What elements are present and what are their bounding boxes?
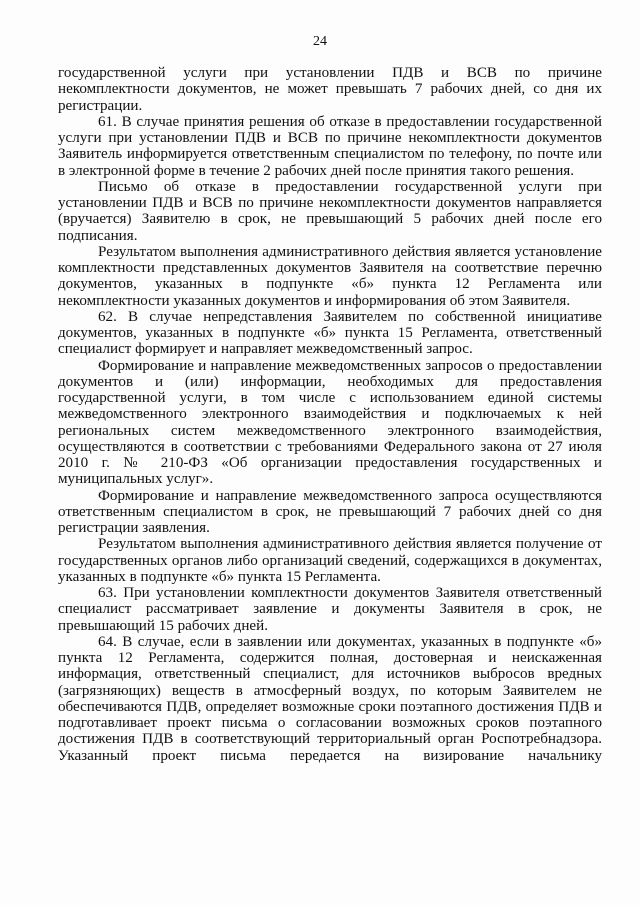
paragraph-61: 61. В случае принятия решения об отказе в предоставлении государственной услуги при установлении ПДВ и ВСВ по причине некомплектности документов Заявитель информируется ответственным специалистом по телефону, по почте или в электронной форме в течение 2 рабочих дней после принятия такого решения. <box>58 113 602 179</box>
paragraph-continuation: государственной услуги при установлении ПДВ и ВСВ по причине некомплектности документов, не может превышать 7 рабочих дней, со дня их регистрации. <box>58 65 602 114</box>
paragraph-64: 64. В случае, если в заявлении или документах, указанных в подпункте «б» пункта 12 Регламента, содержится полная, достоверная и неискаженная информация, ответственный специалист, для источников выбросов вредных (загрязняющих) веществ в атмосферный воздух, по которым Заявителем не обеспечиваются ПДВ, определяет возможные сроки поэтапного достижения ПДВ и подготавливает проект письма о согласовании возможных сроков поэтапного достижения ПДВ в соответствующий территориальный орган Роспотребнадзора. Указанный проект письма передается на визирование начальнику <box>58 633 602 764</box>
paragraph-request-deadline: Формирование и направление межведомственного запроса осуществляются ответственным специалистом в срок, не превышающий 7 рабочих дней со дня регистрации заявления. <box>58 487 602 536</box>
paragraph-result-information: Результатом выполнения административного действия является получение от государственных органов либо организаций сведений, содержащихся в документах, указанных в подпункте «б» пункта 15 Регламента. <box>58 536 602 585</box>
paragraph-62: 62. В случае непредставления Заявителем по собственной инициативе документов, указанных в подпункте «б» пункта 15 Регламента, ответственный специалист формирует и направляет межведомственный запрос. <box>58 308 602 358</box>
paragraph-interagency-requests: Формирование и направление межведомственных запросов о предоставлении документов и (или) информации, необходимых для предоставления государственной услуги, в том числе с использованием единой системы межведомственного электронного взаимодействия и подключаемых к ней региональных систем межведомственного электронного взаимодействия, осуществляются в соответствии с требованиями Федерального закона от 27 июля 2010 г. № 210-ФЗ «Об организации предоставления государственных и муниципальных услуг». <box>58 357 602 488</box>
page-number: 24 <box>313 34 327 49</box>
paragraph-refusal-letter: Письмо об отказе в предоставлении государственной услуги при установлении ПДВ и ВСВ по причине некомплектности документов направляется (вручается) Заявителю в срок, не превышающий 5 рабочих дней после его подписания. <box>58 178 602 244</box>
paragraph-result-completeness: Результатом выполнения административного действия является установление комплектности представленных документов Заявителя на соответствие перечню документов, указанных в подпункте «б» пункта 12 Регламента или некомплектности указанных документов и информирования об этом Заявителя. <box>58 243 602 309</box>
document-body <box>58 65 602 764</box>
paragraph-63: 63. При установлении комплектности документов Заявителя ответственный специалист рассматривает заявление и документы Заявителя в срок, не превышающий 15 рабочих дней. <box>58 585 602 634</box>
